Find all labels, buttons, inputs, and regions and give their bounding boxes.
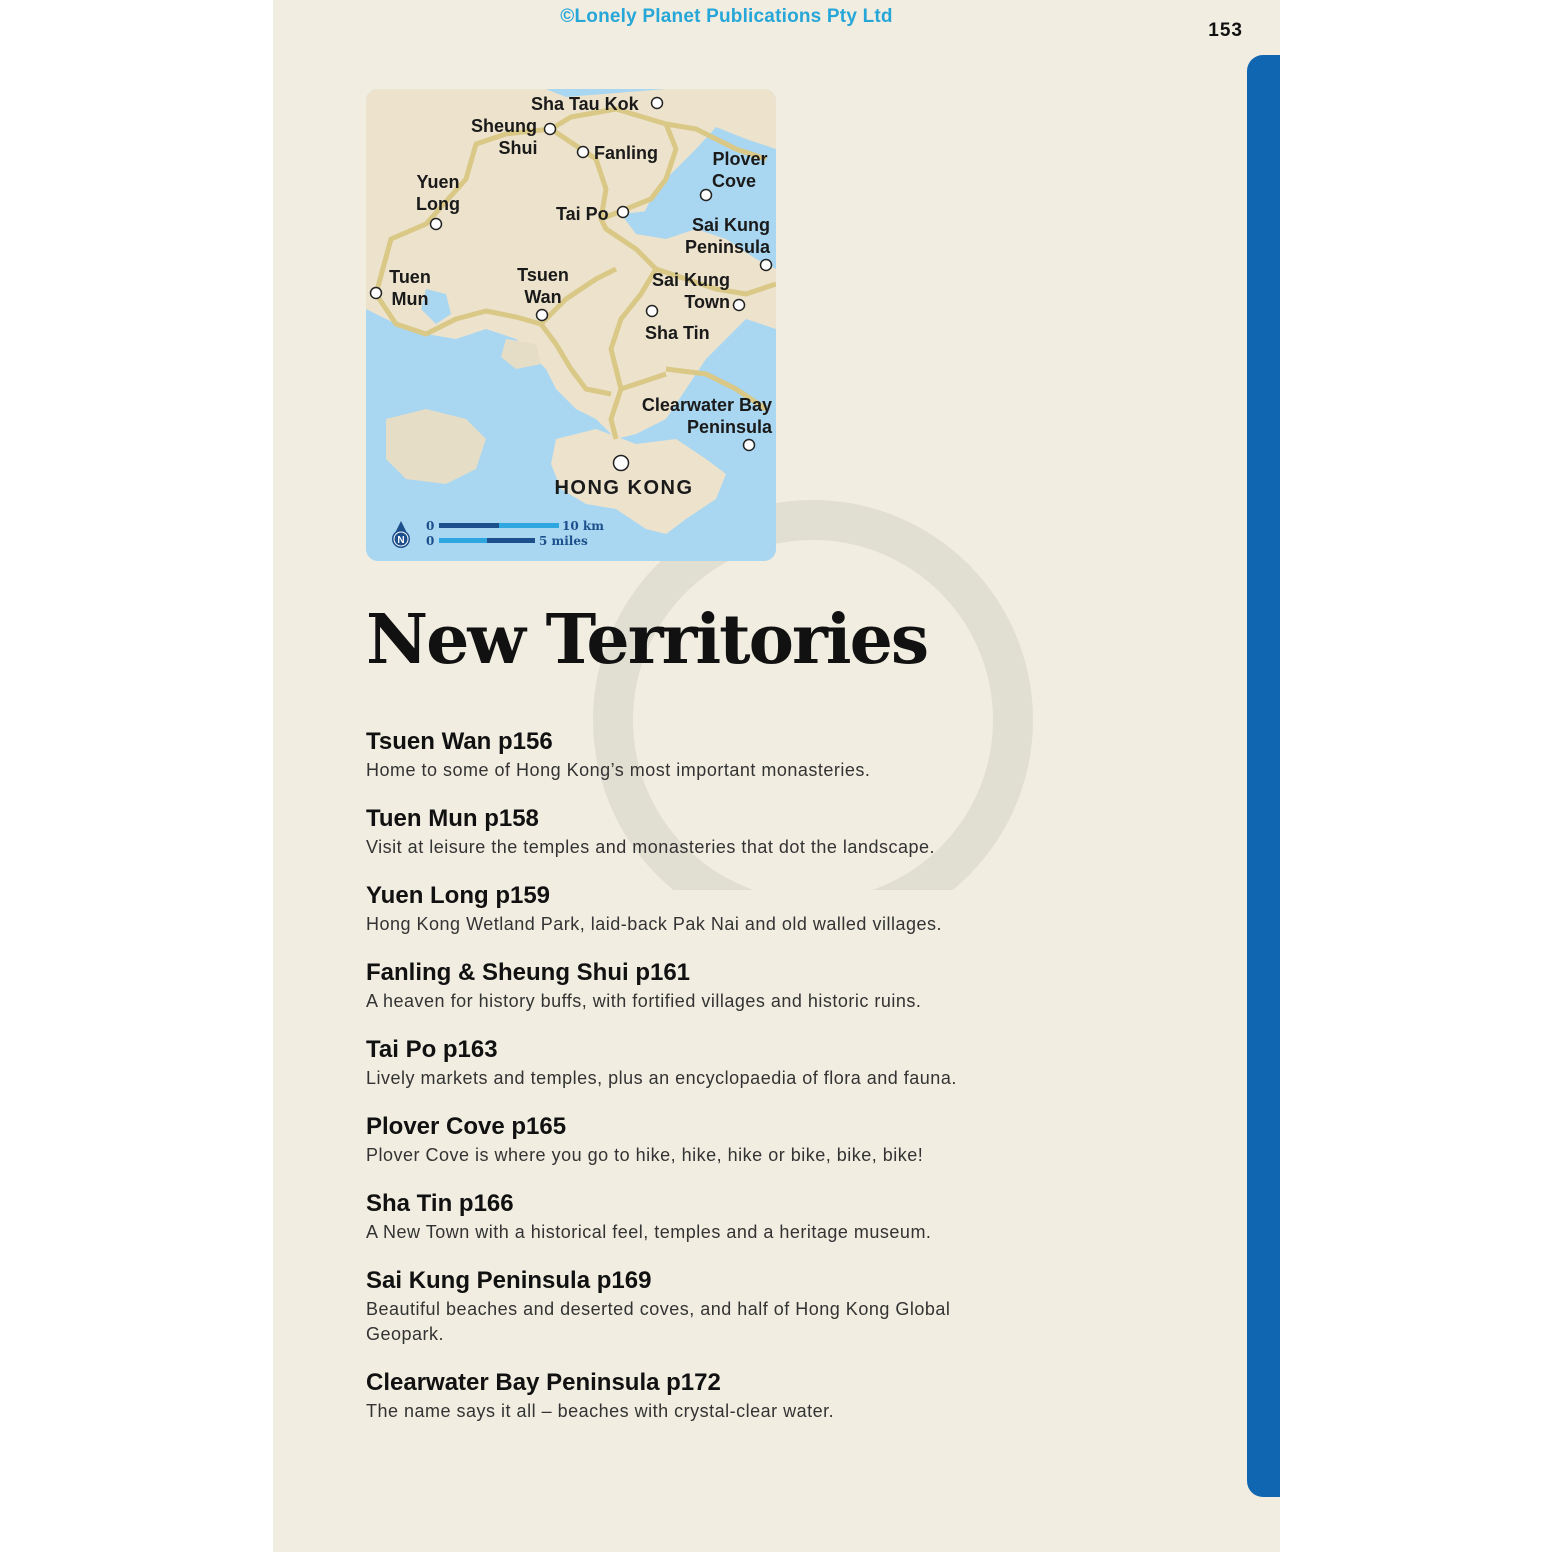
- label-sai-kung-town: Sai Kung Town: [651, 270, 730, 312]
- label-sai-kung-peninsula: Sai Kung Peninsula: [684, 215, 770, 257]
- label-tsuen-wan: Tsuen Wan: [517, 265, 569, 307]
- label-hong-kong: HONG KONG: [554, 477, 694, 499]
- entry-title: Tsuen Wan p156: [366, 728, 553, 755]
- entry-title: Tuen Mun p158: [366, 805, 539, 832]
- list-item: [366, 882, 1006, 937]
- label-sha-tau-kok: Sha Tau Kok: [531, 94, 639, 114]
- list-item: [366, 959, 1006, 1014]
- list-item: [366, 728, 1006, 783]
- list-item: [366, 1267, 1006, 1347]
- list-item: [366, 1036, 1006, 1091]
- label-fanling: Fanling: [594, 143, 658, 163]
- list-item: [366, 1190, 1006, 1245]
- map-land-lantau: [386, 409, 486, 484]
- entry-title: Sha Tin p166: [366, 1190, 514, 1217]
- entry-title: Fanling & Sheung Shui p161: [366, 959, 691, 986]
- entry-description: Home to some of Hong Kong’s most important monasteries.: [366, 760, 871, 780]
- entry-title: Plover Cove p165: [366, 1113, 567, 1140]
- scale-bar: [426, 519, 604, 548]
- scale-km-label: 10 km: [562, 519, 604, 533]
- compass-icon: [392, 521, 410, 548]
- entry-description: Visit at leisure the temples and monasteries that dot the landscape.: [366, 837, 935, 857]
- chapter-title: New Territories: [366, 600, 928, 680]
- page-number: 153: [1208, 20, 1243, 41]
- list-item: [366, 805, 1006, 860]
- region-map: [366, 89, 776, 561]
- label-sheung-shui: Sheung Shui: [471, 116, 538, 158]
- entry-title: Yuen Long p159: [366, 882, 551, 909]
- entry-description: Plover Cove is where you go to hike, hike, hike or bike, bike, bike!: [366, 1145, 924, 1165]
- label-sha-tin: Sha Tin: [645, 323, 710, 343]
- entry-description: A New Town with a historical feel, temples and a heritage museum.: [366, 1222, 932, 1242]
- entry-description: A heaven for history buffs, with fortified villages and historic ruins.: [366, 991, 922, 1011]
- copyright-notice: ©Lonely Planet Publications Pty Ltd: [560, 6, 893, 27]
- scale-mi-label: 5 miles: [539, 534, 588, 548]
- entry-description: The name says it all – beaches with crystal-clear water.: [366, 1401, 835, 1421]
- book-page: [273, 0, 1280, 1552]
- chapter-tab: [1247, 55, 1280, 1497]
- entry-description: Lively markets and temples, plus an encyclopaedia of flora and fauna.: [366, 1068, 957, 1088]
- label-clearwater-bay: Clearwater Bay Peninsula: [641, 395, 772, 437]
- label-tai-po: Tai Po: [556, 204, 609, 224]
- entry-title: Clearwater Bay Peninsula p172: [366, 1369, 721, 1396]
- label-yuen-long: Yuen Long: [416, 172, 460, 214]
- list-item: [366, 1113, 1006, 1168]
- scale-mi-zero: 0: [426, 534, 435, 548]
- chapter-contents-list: [366, 728, 1006, 1446]
- scale-km-zero: 0: [426, 519, 435, 533]
- entry-description: Hong Kong Wetland Park, laid-back Pak Nai and old walled villages.: [366, 914, 942, 934]
- label-tuen-mun: Tuen Mun: [389, 267, 431, 309]
- entry-description: Beautiful beaches and deserted coves, and half of Hong Kong Global Geopark.: [366, 1299, 951, 1344]
- entry-title: Tai Po p163: [366, 1036, 498, 1063]
- list-item: [366, 1369, 1006, 1424]
- entry-title: Sai Kung Peninsula p169: [366, 1267, 652, 1294]
- label-plover-cove: Plover Cove: [711, 149, 768, 191]
- svg-text:N: N: [397, 535, 405, 546]
